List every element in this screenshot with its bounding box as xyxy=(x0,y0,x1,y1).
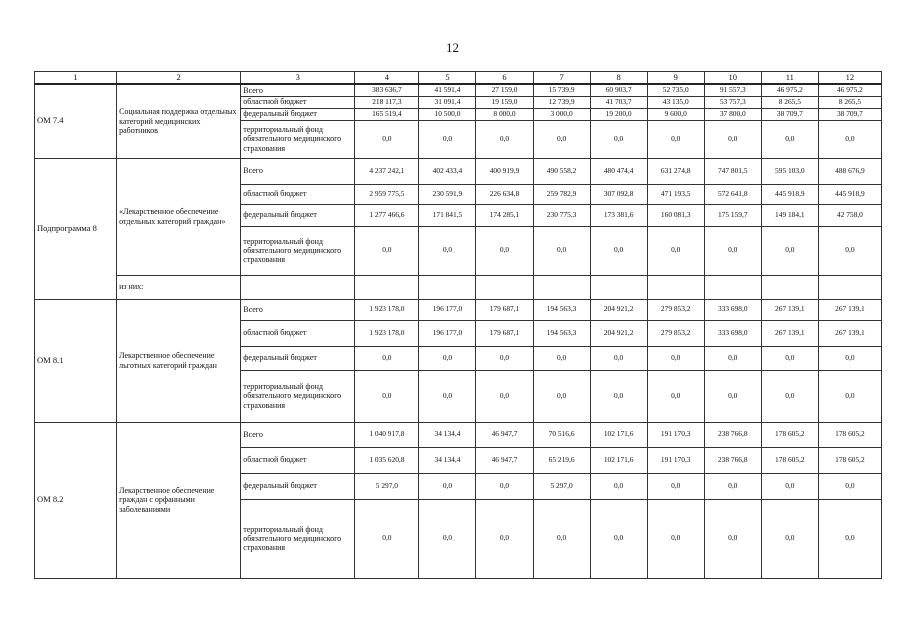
amount-cell: 194 563,3 xyxy=(533,299,590,320)
amount-cell: 0,0 xyxy=(476,226,533,275)
amount-cell: 0,0 xyxy=(704,370,761,422)
column-header: 9 xyxy=(647,72,704,85)
amount-cell: 230 591,9 xyxy=(419,184,476,204)
table-row xyxy=(35,422,882,447)
column-header: 12 xyxy=(818,72,881,85)
empty-cell xyxy=(590,275,647,299)
amount-cell: 42 758,0 xyxy=(818,204,881,226)
amount-cell: 0,0 xyxy=(476,473,533,499)
amount-cell: 196 177,0 xyxy=(419,299,476,320)
amount-cell: 0,0 xyxy=(704,226,761,275)
amount-cell: 0,0 xyxy=(533,226,590,275)
amount-cell: 0,0 xyxy=(419,499,476,578)
amount-cell: 0,0 xyxy=(476,370,533,422)
empty-cell xyxy=(355,275,419,299)
amount-cell: 747 801,5 xyxy=(704,158,761,184)
empty-cell xyxy=(241,275,355,299)
amount-cell: 46 975,2 xyxy=(761,84,818,96)
amount-cell: 194 563,3 xyxy=(533,320,590,346)
amount-cell: 488 676,9 xyxy=(818,158,881,184)
program-code: ОМ 7.4 xyxy=(35,84,117,158)
table-row xyxy=(35,299,882,320)
amount-cell: 5 297,0 xyxy=(533,473,590,499)
amount-cell: 38 709,7 xyxy=(818,108,881,120)
amount-cell: 445 918,9 xyxy=(818,184,881,204)
amount-cell: 218 117,3 xyxy=(355,96,419,108)
amount-cell: 267 139,1 xyxy=(761,299,818,320)
amount-cell: 279 853,2 xyxy=(647,320,704,346)
amount-cell: 204 921,2 xyxy=(590,320,647,346)
amount-cell: 230 775,3 xyxy=(533,204,590,226)
empty-cell xyxy=(476,275,533,299)
funding-source-label: территориальный фонд обязательного медицинского страхования xyxy=(241,226,355,275)
amount-cell: 174 285,1 xyxy=(476,204,533,226)
amount-cell: 0,0 xyxy=(818,499,881,578)
amount-cell: 0,0 xyxy=(533,499,590,578)
table-row xyxy=(35,275,882,299)
amount-cell: 12 739,9 xyxy=(533,96,590,108)
amount-cell: 191 170,3 xyxy=(647,447,704,473)
amount-cell: 238 766,8 xyxy=(704,447,761,473)
amount-cell: 196 177,0 xyxy=(419,320,476,346)
funding-source-label: Всего xyxy=(241,299,355,320)
amount-cell: 178 605,2 xyxy=(818,422,881,447)
amount-cell: 267 139,1 xyxy=(818,320,881,346)
amount-cell: 52 735,0 xyxy=(647,84,704,96)
amount-cell: 0,0 xyxy=(533,370,590,422)
amount-cell: 0,0 xyxy=(590,346,647,370)
amount-cell: 178 605,2 xyxy=(761,422,818,447)
amount-cell: 0,0 xyxy=(647,346,704,370)
amount-cell: 91 557,3 xyxy=(704,84,761,96)
amount-cell: 15 739,9 xyxy=(533,84,590,96)
amount-cell: 0,0 xyxy=(590,370,647,422)
amount-cell: 0,0 xyxy=(704,473,761,499)
amount-cell: 1 035 620,8 xyxy=(355,447,419,473)
amount-cell: 0,0 xyxy=(761,370,818,422)
amount-cell: 8 265,5 xyxy=(761,96,818,108)
amount-cell: 0,0 xyxy=(476,346,533,370)
column-header: 3 xyxy=(241,72,355,85)
amount-cell: 0,0 xyxy=(533,120,590,158)
funding-source-label: областной бюджет xyxy=(241,320,355,346)
column-number-row xyxy=(35,72,882,85)
funding-source-label: Всего xyxy=(241,158,355,184)
amount-cell: 0,0 xyxy=(761,346,818,370)
amount-cell: 0,0 xyxy=(355,226,419,275)
page-number: 12 xyxy=(446,40,459,55)
amount-cell: 0,0 xyxy=(818,473,881,499)
amount-cell: 191 170,3 xyxy=(647,422,704,447)
amount-cell: 46 975,2 xyxy=(818,84,881,96)
amount-cell: 0,0 xyxy=(419,346,476,370)
amount-cell: 0,0 xyxy=(647,120,704,158)
amount-cell: 160 081,3 xyxy=(647,204,704,226)
program-description: Лекарственное обеспечение льготных категорий граждан xyxy=(117,299,241,422)
amount-cell: 8 000,0 xyxy=(476,108,533,120)
amount-cell: 0,0 xyxy=(761,473,818,499)
empty-cell xyxy=(761,275,818,299)
empty-cell xyxy=(533,275,590,299)
amount-cell: 10 500,0 xyxy=(419,108,476,120)
table-row xyxy=(35,158,882,184)
amount-cell: 445 918,9 xyxy=(761,184,818,204)
amount-cell: 53 757,3 xyxy=(704,96,761,108)
amount-cell: 70 516,6 xyxy=(533,422,590,447)
funding-source-label: территориальный фонд обязательного медицинского страхования xyxy=(241,120,355,158)
column-header: 2 xyxy=(117,72,241,85)
amount-cell: 34 134,4 xyxy=(419,447,476,473)
funding-source-label: федеральный бюджет xyxy=(241,473,355,499)
amount-cell: 9 600,0 xyxy=(647,108,704,120)
column-header: 11 xyxy=(761,72,818,85)
amount-cell: 0,0 xyxy=(761,499,818,578)
amount-cell: 102 171,6 xyxy=(590,422,647,447)
program-description: Лекарственное обеспечение граждан с орфанными заболеваниями xyxy=(117,422,241,578)
amount-cell: 0,0 xyxy=(590,226,647,275)
amount-cell: 333 698,0 xyxy=(704,320,761,346)
empty-cell xyxy=(419,275,476,299)
amount-cell: 5 297,0 xyxy=(355,473,419,499)
amount-cell: 0,0 xyxy=(590,473,647,499)
funding-source-label: областной бюджет xyxy=(241,184,355,204)
funding-source-label: федеральный бюджет xyxy=(241,108,355,120)
amount-cell: 3 000,0 xyxy=(533,108,590,120)
funding-source-label: федеральный бюджет xyxy=(241,346,355,370)
amount-cell: 226 634,8 xyxy=(476,184,533,204)
column-header: 10 xyxy=(704,72,761,85)
amount-cell: 1 277 466,6 xyxy=(355,204,419,226)
empty-cell xyxy=(704,275,761,299)
amount-cell: 1 040 917,8 xyxy=(355,422,419,447)
amount-cell: 149 184,1 xyxy=(761,204,818,226)
program-description: Социальная поддержка отдельных категорий медицинских работников xyxy=(117,84,241,158)
amount-cell: 333 698,0 xyxy=(704,299,761,320)
amount-cell: 0,0 xyxy=(704,346,761,370)
amount-cell: 238 766,8 xyxy=(704,422,761,447)
amount-cell: 490 558,2 xyxy=(533,158,590,184)
amount-cell: 34 134,4 xyxy=(419,422,476,447)
amount-cell: 41 591,4 xyxy=(419,84,476,96)
amount-cell: 0,0 xyxy=(476,499,533,578)
amount-cell: 102 171,6 xyxy=(590,447,647,473)
amount-cell: 31 091,4 xyxy=(419,96,476,108)
of-which-label: из них: xyxy=(117,275,241,299)
amount-cell: 46 947,7 xyxy=(476,422,533,447)
amount-cell: 0,0 xyxy=(761,226,818,275)
amount-cell: 38 709,7 xyxy=(761,108,818,120)
program-description: «Лекарственное обеспечение отдельных категорий граждан» xyxy=(117,158,241,275)
amount-cell: 0,0 xyxy=(647,226,704,275)
amount-cell: 41 703,7 xyxy=(590,96,647,108)
amount-cell: 179 687,1 xyxy=(476,299,533,320)
amount-cell: 43 135,0 xyxy=(647,96,704,108)
amount-cell: 0,0 xyxy=(355,499,419,578)
funding-source-label: территориальный фонд обязательного медицинского страхования xyxy=(241,370,355,422)
amount-cell: 19 159,0 xyxy=(476,96,533,108)
amount-cell: 0,0 xyxy=(476,120,533,158)
funding-source-label: территориальный фонд обязательного медицинского страхования xyxy=(241,499,355,578)
table-row xyxy=(35,84,882,96)
amount-cell: 0,0 xyxy=(647,370,704,422)
amount-cell: 165 519,4 xyxy=(355,108,419,120)
funding-source-label: Всего xyxy=(241,422,355,447)
amount-cell: 471 193,5 xyxy=(647,184,704,204)
amount-cell: 279 853,2 xyxy=(647,299,704,320)
amount-cell: 0,0 xyxy=(419,226,476,275)
amount-cell: 267 139,1 xyxy=(761,320,818,346)
amount-cell: 0,0 xyxy=(533,346,590,370)
amount-cell: 0,0 xyxy=(419,473,476,499)
amount-cell: 0,0 xyxy=(818,346,881,370)
funding-source-label: федеральный бюджет xyxy=(241,204,355,226)
column-header: 8 xyxy=(590,72,647,85)
amount-cell: 1 923 178,0 xyxy=(355,299,419,320)
empty-cell xyxy=(647,275,704,299)
column-header: 7 xyxy=(533,72,590,85)
amount-cell: 0,0 xyxy=(818,120,881,158)
amount-cell: 383 636,7 xyxy=(355,84,419,96)
amount-cell: 2 959 775,5 xyxy=(355,184,419,204)
amount-cell: 178 605,2 xyxy=(761,447,818,473)
amount-cell: 65 219,6 xyxy=(533,447,590,473)
amount-cell: 0,0 xyxy=(761,120,818,158)
amount-cell: 259 782,9 xyxy=(533,184,590,204)
amount-cell: 179 687,1 xyxy=(476,320,533,346)
amount-cell: 1 923 178,0 xyxy=(355,320,419,346)
amount-cell: 572 641,8 xyxy=(704,184,761,204)
amount-cell: 27 159,0 xyxy=(476,84,533,96)
amount-cell: 178 605,2 xyxy=(818,447,881,473)
amount-cell: 0,0 xyxy=(419,370,476,422)
amount-cell: 0,0 xyxy=(818,226,881,275)
amount-cell: 0,0 xyxy=(647,473,704,499)
amount-cell: 400 919,9 xyxy=(476,158,533,184)
amount-cell: 0,0 xyxy=(419,120,476,158)
amount-cell: 307 092,8 xyxy=(590,184,647,204)
program-code: Подпрограмма 8 xyxy=(35,158,117,299)
amount-cell: 0,0 xyxy=(355,346,419,370)
column-header: 1 xyxy=(35,72,117,85)
amount-cell: 60 903,7 xyxy=(590,84,647,96)
amount-cell: 173 381,6 xyxy=(590,204,647,226)
amount-cell: 8 265,5 xyxy=(818,96,881,108)
column-header: 5 xyxy=(419,72,476,85)
funding-source-label: областной бюджет xyxy=(241,447,355,473)
amount-cell: 175 159,7 xyxy=(704,204,761,226)
program-code: ОМ 8.2 xyxy=(35,422,117,578)
amount-cell: 37 800,0 xyxy=(704,108,761,120)
amount-cell: 0,0 xyxy=(704,120,761,158)
amount-cell: 0,0 xyxy=(647,499,704,578)
amount-cell: 19 200,0 xyxy=(590,108,647,120)
empty-cell xyxy=(818,275,881,299)
amount-cell: 0,0 xyxy=(590,120,647,158)
amount-cell: 46 947,7 xyxy=(476,447,533,473)
funding-source-label: областной бюджет xyxy=(241,96,355,108)
funding-source-label: Всего xyxy=(241,84,355,96)
program-code: ОМ 8.1 xyxy=(35,299,117,422)
amount-cell: 204 921,2 xyxy=(590,299,647,320)
column-header: 6 xyxy=(476,72,533,85)
budget-table xyxy=(34,71,882,579)
amount-cell: 595 103,0 xyxy=(761,158,818,184)
amount-cell: 0,0 xyxy=(590,499,647,578)
column-header: 4 xyxy=(355,72,419,85)
amount-cell: 4 237 242,1 xyxy=(355,158,419,184)
amount-cell: 480 474,4 xyxy=(590,158,647,184)
amount-cell: 0,0 xyxy=(704,499,761,578)
amount-cell: 0,0 xyxy=(355,120,419,158)
amount-cell: 267 139,1 xyxy=(818,299,881,320)
amount-cell: 0,0 xyxy=(355,370,419,422)
amount-cell: 402 433,4 xyxy=(419,158,476,184)
amount-cell: 171 841,5 xyxy=(419,204,476,226)
amount-cell: 0,0 xyxy=(818,370,881,422)
amount-cell: 631 274,8 xyxy=(647,158,704,184)
